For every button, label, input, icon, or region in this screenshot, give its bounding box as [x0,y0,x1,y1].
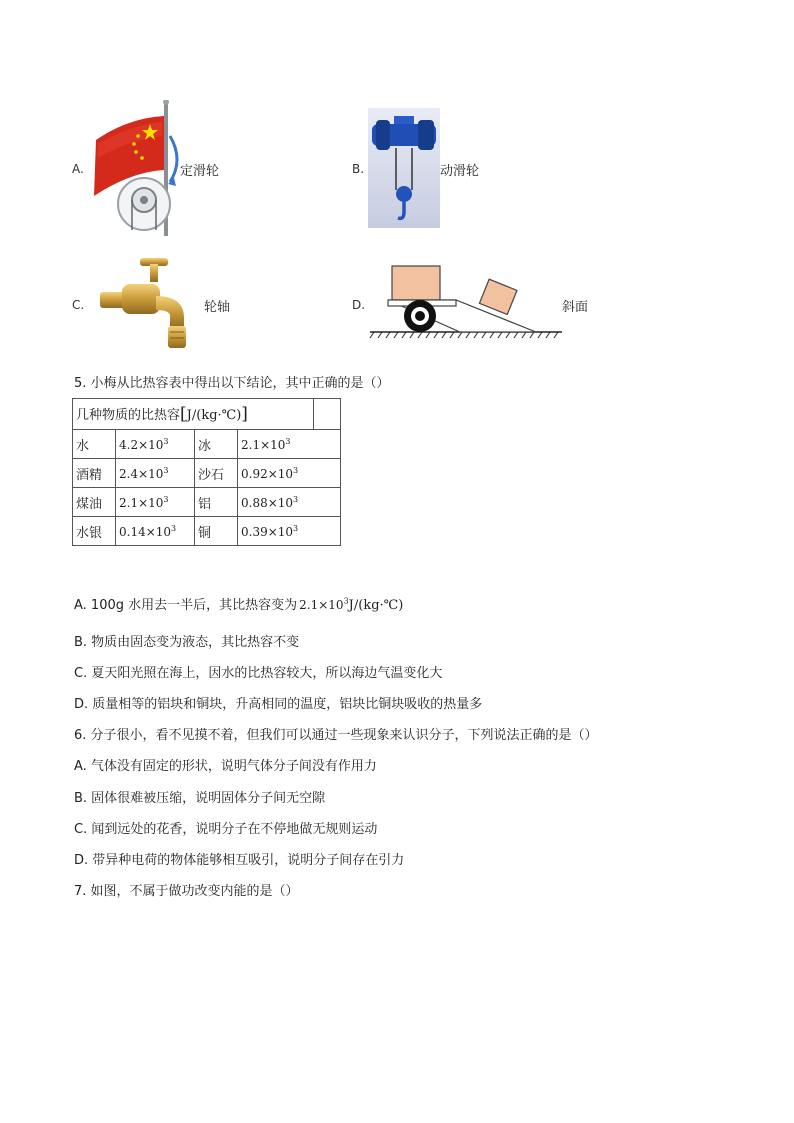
table-header-unit: J/(kg·℃) [186,408,242,423]
q5-option-c[interactable]: C. 夏天阳光照在海上，因水的比热容较大，所以海边气温变化大 [74,666,443,681]
q5-option-b[interactable]: B. 物质由固态变为液态，其比热容不变 [74,635,300,650]
electric-hoist-icon [368,108,440,228]
q6-option-b[interactable]: B. 固体很难被压缩，说明固体分子间无空隙 [74,791,326,806]
q5-option-d[interactable]: D. 质量相等的铝块和铜块，升高相同的温度，铝块比铜块吸收的热量多 [74,697,483,712]
table-row [73,430,341,459]
q6-option-a[interactable]: A. 气体没有固定的形状，说明气体分子间没有作用力 [74,759,377,774]
value-cell: $2.1\times 10^3$ [238,430,341,459]
q7-stem: 7. 如图，不属于做功改变内能的是（） [74,884,299,899]
q6-option-d[interactable]: D. 带异种电荷的物体能够相互吸引，说明分子间存在引力 [74,853,405,868]
value-cell: $0.88\times 10^3$ [238,488,341,517]
substance-cell: 沙石 [195,459,238,488]
value-cell: $0.14\times 10^3$ [116,517,195,546]
value-cell: $0.92\times 10^3$ [238,459,341,488]
substance-cell: 水 [73,430,116,459]
table-header-text: 几种物质的比热容 [76,408,181,423]
substance-cell: 铜 [195,517,238,546]
cart-ramp-icon [368,264,564,340]
q6-stem: 6. 分子很小，看不见摸不着，但我们可以通过一些现象来认识分子，下列说法正确的是（） [74,728,598,743]
substance-cell: 冰 [195,430,238,459]
option-c-caption: 轮轴 [204,300,231,315]
table-row [73,488,341,517]
option-d-caption: 斜面 [562,300,589,315]
substance-cell: 铝 [195,488,238,517]
substance-cell: 酒精 [73,459,116,488]
value-cell: $2.4\times 10^3$ [116,459,195,488]
table-header: 几种物质的比热容[J/(kg·℃)] [73,399,314,430]
flag-pole-pulley-icon [88,100,188,238]
option-a-letter: A. [72,162,84,176]
table-row [73,459,341,488]
substance-cell: 煤油 [73,488,116,517]
value-cell: $4.2\times 10^3$ [116,430,195,459]
option-b-letter: B. [352,162,365,176]
option-c-letter: C. [72,298,85,312]
option-a[interactable] [70,100,270,240]
table-row [73,517,341,546]
option-a-caption: 定滑轮 [180,164,220,179]
value-cell: $0.39\times 10^3$ [238,517,341,546]
q5-stem: 5. 小梅从比热容表中得出以下结论，其中正确的是（） [74,376,390,391]
option-b-caption: 动滑轮 [440,164,480,179]
option-b[interactable] [350,100,570,240]
water-faucet-icon [100,256,196,356]
q6-option-c[interactable]: C. 闻到远处的花香，说明分子在不停地做无规则运动 [74,822,378,837]
option-c[interactable] [70,252,270,362]
option-d[interactable] [350,256,610,346]
option-d-letter: D. [352,298,366,312]
specific-heat-table [72,398,341,546]
substance-cell: 水银 [73,517,116,546]
q5-option-a[interactable]: A. 100g 水用去一半后，其比热容变为 $2.1\times 10^3J/(kg\cdot℃)$ [74,596,404,613]
value-cell: $2.1\times 10^3$ [116,488,195,517]
